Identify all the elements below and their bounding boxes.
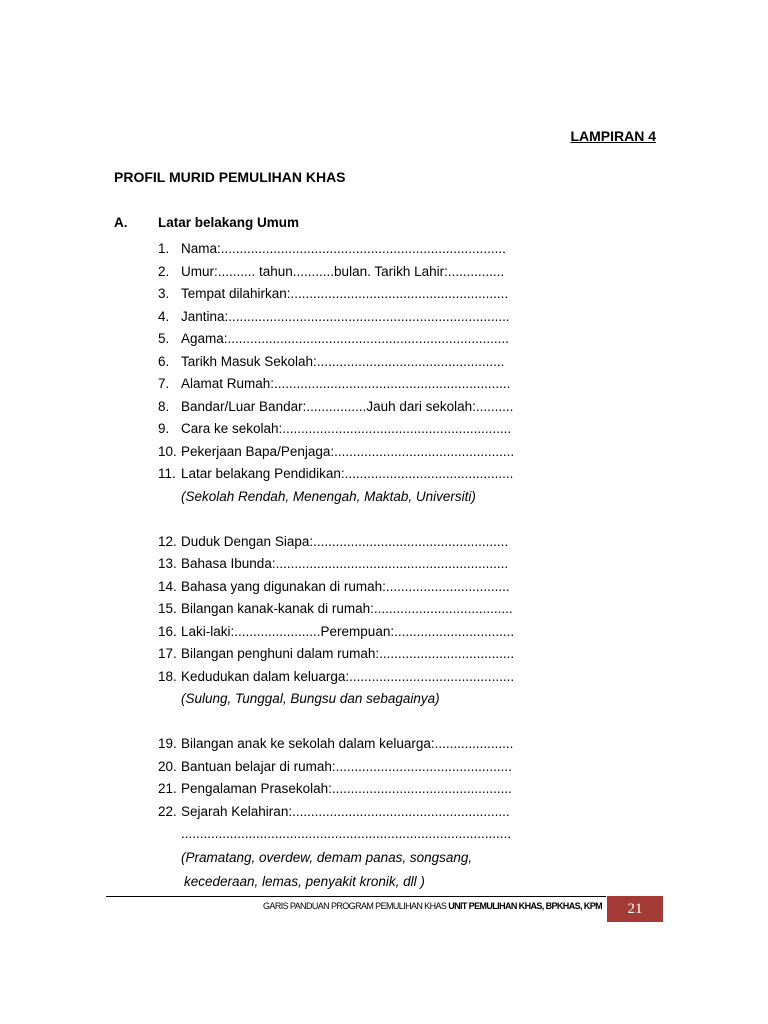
form-field-jantina [158, 306, 528, 329]
form-field-kanak-kanak [158, 598, 528, 621]
item-number: 1. [158, 241, 170, 256]
item-text: Bilangan kanak-kanak di rumah:..................................... [181, 601, 513, 616]
item-text: Cara ke sekolah:............................................................. [181, 421, 512, 436]
item-number: 18. [158, 668, 177, 684]
item-text: Bilangan penghuni dalam rumah:.................................... [181, 646, 515, 661]
item-number: 4. [158, 308, 170, 324]
item-text: Bahasa Ibunda:.............................................................. [181, 556, 509, 571]
form-field-tarikh-masuk [158, 351, 528, 374]
form-field-tempat-lahir [158, 283, 528, 306]
form-field-list [158, 238, 528, 895]
form-field-umur [158, 261, 528, 284]
section-letter: A. [114, 215, 128, 230]
item-text: Jantina:........................................................................... [181, 308, 510, 324]
spacer [158, 510, 528, 531]
spacer [158, 712, 528, 733]
item-text: Agama:........................................................................... [181, 331, 509, 346]
item-text: Duduk Dengan Siapa:.................................................... [181, 533, 509, 549]
item-text: Kedudukan dalam keluarga:............................................ [181, 668, 515, 684]
form-field-cara-ke-sekolah [158, 418, 528, 441]
item-text: Alamat Rumah:............................................................... [181, 376, 511, 391]
note-kelahiran-2: kecederaan, lemas, penyakit kronik, dll ) [184, 874, 425, 889]
item-text: Bantuan belajar di rumah:............................................... [181, 758, 512, 774]
item-number: 22. [158, 803, 177, 819]
form-field-pekerjaan [158, 441, 528, 464]
item-number: 5. [158, 331, 170, 346]
item-text: Tarikh Masuk Sekolah:.................................................. [181, 353, 505, 369]
item-number: 8. [158, 398, 170, 414]
note-pendidikan: (Sekolah Rendah, Menengah, Maktab, Universiti) [181, 488, 476, 504]
item-text: Pekerjaan Bapa/Penjaga:................................................ [181, 443, 515, 459]
item-text: Pengalaman Prasekolah:................................................ [181, 781, 512, 796]
item-number: 16. [158, 623, 177, 639]
item-text: Laki-laki:.......................Perempuan:................................ [181, 623, 515, 639]
item-number: 19. [158, 736, 177, 751]
footer-caption-bold: UNIT PEMULIHAN KHAS, BPKHAS, KPM [448, 901, 602, 911]
footer-caption-regular: GARIS PANDUAN PROGRAM PEMULIHAN KHAS [263, 901, 449, 911]
footer-rule [106, 896, 606, 897]
item-text: Latar belakang Pendidikan:............................................. [181, 466, 514, 481]
appendix-label: LAMPIRAN 4 [570, 128, 656, 144]
form-field-kedudukan [158, 666, 528, 689]
form-field-kelahiran [158, 801, 528, 824]
item-number: 13. [158, 556, 177, 571]
form-field-jantina-anak [158, 621, 528, 644]
item-number: 17. [158, 646, 177, 661]
item-text: Nama:............................................................................ [181, 241, 506, 256]
form-field-bahasa-rumah [158, 576, 528, 599]
form-field-pendidikan [158, 463, 528, 486]
form-field-prasekolah [158, 778, 528, 801]
item-number: 14. [158, 578, 177, 594]
continuation-line: ........................................................................................ [181, 826, 512, 841]
form-field-bandar [158, 396, 528, 419]
item-number: 6. [158, 353, 170, 369]
item-number: 9. [158, 421, 170, 436]
form-field-duduk [158, 531, 528, 554]
item-number: 21. [158, 781, 177, 796]
item-number: 15. [158, 601, 177, 616]
footer-caption [263, 901, 602, 911]
item-number: 11. [158, 466, 176, 481]
form-field-agama [158, 328, 528, 351]
item-number: 10. [158, 443, 177, 459]
item-text: Sejarah Kelahiran:.......................................................... [181, 803, 510, 819]
form-field-anak-sekolah [158, 733, 528, 756]
page-number: 21 [607, 896, 663, 922]
form-field-penghuni [158, 643, 528, 666]
item-text: Bahasa yang digunakan di rumah:................................. [181, 578, 510, 594]
page-title: PROFIL MURID PEMULIHAN KHAS [114, 169, 346, 185]
note-kedudukan: (Sulung, Tunggal, Bungsu dan sebagainya) [181, 691, 440, 706]
form-field-bahasa-ibunda [158, 553, 528, 576]
form-field-nama [158, 238, 528, 261]
item-text: Tempat dilahirkan:.......................................................... [181, 286, 509, 301]
item-number: 7. [158, 376, 170, 391]
item-number: 20. [158, 758, 177, 774]
item-text: Umur:.......... tahun...........bulan. Tarikh Lahir:............... [181, 263, 505, 279]
section-title: Latar belakang Umum [158, 215, 300, 230]
item-text: Bilangan anak ke sekolah dalam keluarga:..................... [181, 736, 514, 751]
form-field-alamat [158, 373, 528, 396]
item-text: Bandar/Luar Bandar:................Jauh dari sekolah:.......... [181, 398, 514, 414]
item-number: 3. [158, 286, 170, 301]
item-number: 2. [158, 263, 170, 279]
item-number: 12. [158, 533, 177, 549]
note-kelahiran-1: (Pramatang, overdew, demam panas, songsang, [181, 850, 473, 865]
form-field-bantuan [158, 756, 528, 779]
